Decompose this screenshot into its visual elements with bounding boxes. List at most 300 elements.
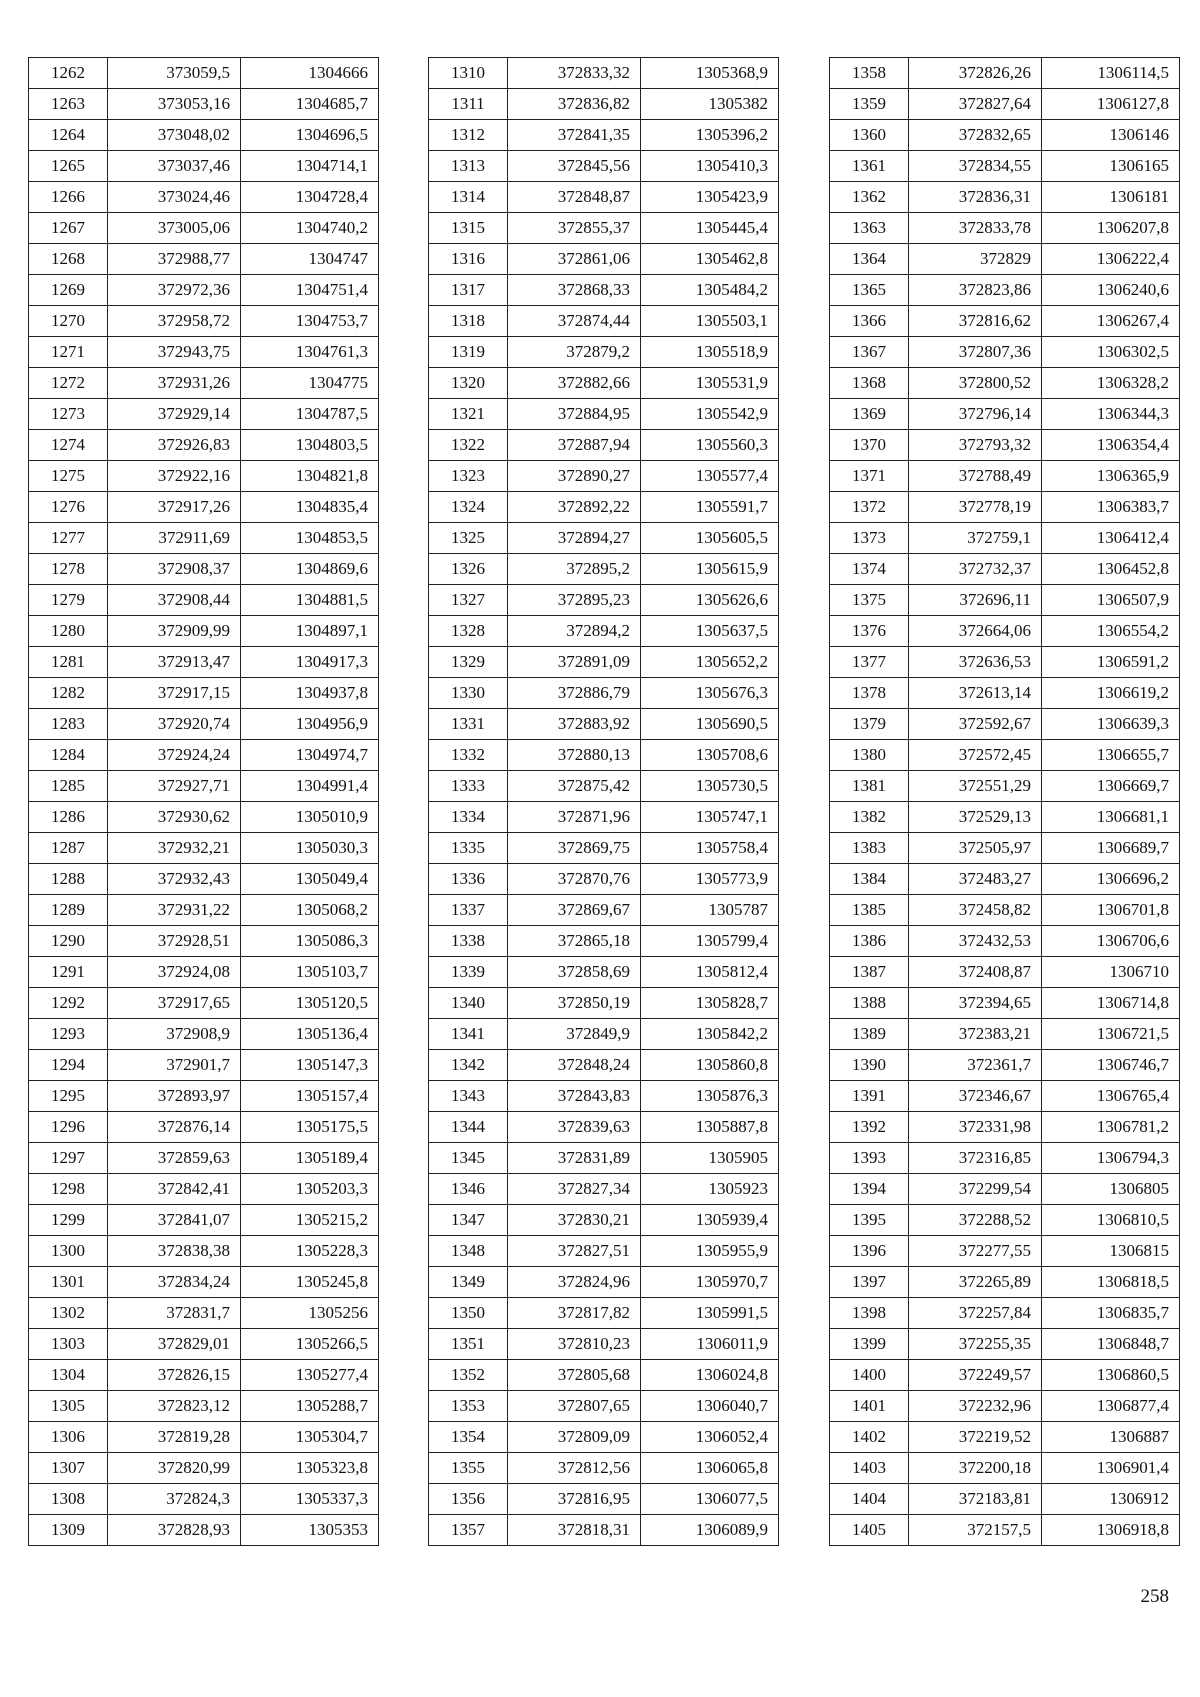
point-number-cell: 1298 <box>29 1174 108 1205</box>
point-number-cell: 1375 <box>830 585 909 616</box>
point-number-cell: 1405 <box>830 1515 909 1546</box>
table-row <box>830 709 1180 740</box>
y-coordinate-cell: 1306696,2 <box>1042 864 1180 895</box>
x-coordinate-cell: 372868,33 <box>508 275 641 306</box>
table-row <box>429 461 779 492</box>
point-number-cell: 1363 <box>830 213 909 244</box>
y-coordinate-cell: 1306918,8 <box>1042 1515 1180 1546</box>
y-coordinate-cell: 1305887,8 <box>641 1112 779 1143</box>
y-coordinate-cell: 1305323,8 <box>241 1453 379 1484</box>
point-number-cell: 1327 <box>429 585 508 616</box>
x-coordinate-cell: 372842,41 <box>108 1174 241 1205</box>
y-coordinate-cell: 1305103,7 <box>241 957 379 988</box>
table-row <box>29 1484 379 1515</box>
y-coordinate-cell: 1305215,2 <box>241 1205 379 1236</box>
y-coordinate-cell: 1306669,7 <box>1042 771 1180 802</box>
point-number-cell: 1365 <box>830 275 909 306</box>
table-row <box>29 988 379 1019</box>
y-coordinate-cell: 1304881,5 <box>241 585 379 616</box>
y-coordinate-cell: 1306721,5 <box>1042 1019 1180 1050</box>
point-number-cell: 1389 <box>830 1019 909 1050</box>
y-coordinate-cell: 1305157,4 <box>241 1081 379 1112</box>
y-coordinate-cell: 1306815 <box>1042 1236 1180 1267</box>
point-number-cell: 1268 <box>29 244 108 275</box>
table-row <box>830 585 1180 616</box>
y-coordinate-cell: 1306887 <box>1042 1422 1180 1453</box>
y-coordinate-cell: 1305773,9 <box>641 864 779 895</box>
y-coordinate-cell: 1305758,4 <box>641 833 779 864</box>
y-coordinate-cell: 1306452,8 <box>1042 554 1180 585</box>
table-row <box>830 1360 1180 1391</box>
table-row <box>29 182 379 213</box>
x-coordinate-cell: 372875,42 <box>508 771 641 802</box>
table-row <box>830 461 1180 492</box>
point-number-cell: 1306 <box>29 1422 108 1453</box>
y-coordinate-cell: 1305245,8 <box>241 1267 379 1298</box>
x-coordinate-cell: 372200,18 <box>909 1453 1042 1484</box>
x-coordinate-cell: 372826,15 <box>108 1360 241 1391</box>
y-coordinate-cell: 1305560,3 <box>641 430 779 461</box>
x-coordinate-cell: 372841,35 <box>508 120 641 151</box>
point-number-cell: 1287 <box>29 833 108 864</box>
point-number-cell: 1391 <box>830 1081 909 1112</box>
point-number-cell: 1278 <box>29 554 108 585</box>
x-coordinate-cell: 372841,07 <box>108 1205 241 1236</box>
y-coordinate-cell: 1306040,7 <box>641 1391 779 1422</box>
table-row <box>29 1391 379 1422</box>
x-coordinate-cell: 372827,64 <box>909 89 1042 120</box>
x-coordinate-cell: 372824,3 <box>108 1484 241 1515</box>
point-number-cell: 1346 <box>429 1174 508 1205</box>
point-number-cell: 1362 <box>830 182 909 213</box>
x-coordinate-cell: 372219,52 <box>909 1422 1042 1453</box>
table-row <box>830 1453 1180 1484</box>
x-coordinate-cell: 372432,53 <box>909 926 1042 957</box>
x-coordinate-cell: 372394,65 <box>909 988 1042 1019</box>
point-number-cell: 1334 <box>429 802 508 833</box>
x-coordinate-cell: 372908,9 <box>108 1019 241 1050</box>
point-number-cell: 1353 <box>429 1391 508 1422</box>
x-coordinate-cell: 372157,5 <box>909 1515 1042 1546</box>
x-coordinate-cell: 372299,54 <box>909 1174 1042 1205</box>
table-row <box>429 678 779 709</box>
y-coordinate-cell: 1305277,4 <box>241 1360 379 1391</box>
y-coordinate-cell: 1306328,2 <box>1042 368 1180 399</box>
coordinates-table-1 <box>28 57 379 1546</box>
x-coordinate-cell: 372827,34 <box>508 1174 641 1205</box>
table-row <box>29 678 379 709</box>
y-coordinate-cell: 1305970,7 <box>641 1267 779 1298</box>
y-coordinate-cell: 1306077,5 <box>641 1484 779 1515</box>
x-coordinate-cell: 372664,06 <box>909 616 1042 647</box>
table-row <box>830 771 1180 802</box>
y-coordinate-cell: 1304751,4 <box>241 275 379 306</box>
x-coordinate-cell: 372988,77 <box>108 244 241 275</box>
x-coordinate-cell: 372920,74 <box>108 709 241 740</box>
table-row <box>29 926 379 957</box>
x-coordinate-cell: 372316,85 <box>909 1143 1042 1174</box>
y-coordinate-cell: 1304747 <box>241 244 379 275</box>
table-row <box>29 771 379 802</box>
y-coordinate-cell: 1305010,9 <box>241 802 379 833</box>
x-coordinate-cell: 373053,16 <box>108 89 241 120</box>
point-number-cell: 1331 <box>429 709 508 740</box>
y-coordinate-cell: 1304775 <box>241 368 379 399</box>
point-number-cell: 1285 <box>29 771 108 802</box>
point-number-cell: 1400 <box>830 1360 909 1391</box>
table-row <box>830 1236 1180 1267</box>
x-coordinate-cell: 372869,75 <box>508 833 641 864</box>
x-coordinate-cell: 372909,99 <box>108 616 241 647</box>
point-number-cell: 1291 <box>29 957 108 988</box>
point-number-cell: 1310 <box>429 58 508 89</box>
point-number-cell: 1402 <box>830 1422 909 1453</box>
x-coordinate-cell: 372361,7 <box>909 1050 1042 1081</box>
y-coordinate-cell: 1305518,9 <box>641 337 779 368</box>
x-coordinate-cell: 372922,16 <box>108 461 241 492</box>
x-coordinate-cell: 372800,52 <box>909 368 1042 399</box>
table-row <box>29 1112 379 1143</box>
table-row <box>830 616 1180 647</box>
x-coordinate-cell: 372882,66 <box>508 368 641 399</box>
table-row <box>429 1298 779 1329</box>
y-coordinate-cell: 1306714,8 <box>1042 988 1180 1019</box>
table-row <box>29 864 379 895</box>
x-coordinate-cell: 372257,84 <box>909 1298 1042 1329</box>
y-coordinate-cell: 1306165 <box>1042 151 1180 182</box>
table-row <box>429 864 779 895</box>
table-row <box>429 647 779 678</box>
y-coordinate-cell: 1306901,4 <box>1042 1453 1180 1484</box>
table-row <box>29 740 379 771</box>
point-number-cell: 1383 <box>830 833 909 864</box>
point-number-cell: 1297 <box>29 1143 108 1174</box>
y-coordinate-cell: 1304853,5 <box>241 523 379 554</box>
x-coordinate-cell: 372858,69 <box>508 957 641 988</box>
point-number-cell: 1378 <box>830 678 909 709</box>
x-coordinate-cell: 372832,65 <box>909 120 1042 151</box>
point-number-cell: 1316 <box>429 244 508 275</box>
table-row <box>429 585 779 616</box>
table-row <box>429 1143 779 1174</box>
point-number-cell: 1366 <box>830 306 909 337</box>
y-coordinate-cell: 1306207,8 <box>1042 213 1180 244</box>
table-row <box>429 1453 779 1484</box>
x-coordinate-cell: 372830,21 <box>508 1205 641 1236</box>
table-row <box>830 833 1180 864</box>
x-coordinate-cell: 372816,62 <box>909 306 1042 337</box>
table-row <box>429 740 779 771</box>
x-coordinate-cell: 372810,23 <box>508 1329 641 1360</box>
point-number-cell: 1338 <box>429 926 508 957</box>
point-number-cell: 1372 <box>830 492 909 523</box>
point-number-cell: 1295 <box>29 1081 108 1112</box>
point-number-cell: 1318 <box>429 306 508 337</box>
point-number-cell: 1320 <box>429 368 508 399</box>
point-number-cell: 1403 <box>830 1453 909 1484</box>
x-coordinate-cell: 372887,94 <box>508 430 641 461</box>
table-row <box>29 1081 379 1112</box>
point-number-cell: 1265 <box>29 151 108 182</box>
table-row <box>830 1422 1180 1453</box>
y-coordinate-cell: 1305423,9 <box>641 182 779 213</box>
y-coordinate-cell: 1306127,8 <box>1042 89 1180 120</box>
y-coordinate-cell: 1305337,3 <box>241 1484 379 1515</box>
table-row <box>29 120 379 151</box>
y-coordinate-cell: 1306240,6 <box>1042 275 1180 306</box>
y-coordinate-cell: 1306781,2 <box>1042 1112 1180 1143</box>
table-row <box>29 1174 379 1205</box>
x-coordinate-cell: 372850,19 <box>508 988 641 1019</box>
y-coordinate-cell: 1306181 <box>1042 182 1180 213</box>
x-coordinate-cell: 372908,37 <box>108 554 241 585</box>
x-coordinate-cell: 372809,09 <box>508 1422 641 1453</box>
y-coordinate-cell: 1306591,2 <box>1042 647 1180 678</box>
x-coordinate-cell: 372827,51 <box>508 1236 641 1267</box>
x-coordinate-cell: 372331,98 <box>909 1112 1042 1143</box>
table-row <box>830 895 1180 926</box>
y-coordinate-cell: 1306701,8 <box>1042 895 1180 926</box>
point-number-cell: 1399 <box>830 1329 909 1360</box>
y-coordinate-cell: 1305939,4 <box>641 1205 779 1236</box>
table-row <box>429 833 779 864</box>
x-coordinate-cell: 372836,31 <box>909 182 1042 213</box>
table-row <box>830 1112 1180 1143</box>
table-row <box>29 1205 379 1236</box>
y-coordinate-cell: 1306848,7 <box>1042 1329 1180 1360</box>
x-coordinate-cell: 372838,38 <box>108 1236 241 1267</box>
y-coordinate-cell: 1305591,7 <box>641 492 779 523</box>
x-coordinate-cell: 372232,96 <box>909 1391 1042 1422</box>
point-number-cell: 1349 <box>429 1267 508 1298</box>
y-coordinate-cell: 1305690,5 <box>641 709 779 740</box>
table-row <box>830 554 1180 585</box>
point-number-cell: 1358 <box>830 58 909 89</box>
y-coordinate-cell: 1305189,4 <box>241 1143 379 1174</box>
y-coordinate-cell: 1306912 <box>1042 1484 1180 1515</box>
y-coordinate-cell: 1306267,4 <box>1042 306 1180 337</box>
y-coordinate-cell: 1305120,5 <box>241 988 379 1019</box>
y-coordinate-cell: 1306860,5 <box>1042 1360 1180 1391</box>
x-coordinate-cell: 372894,2 <box>508 616 641 647</box>
x-coordinate-cell: 372892,22 <box>508 492 641 523</box>
table-row <box>830 399 1180 430</box>
table-row <box>29 647 379 678</box>
y-coordinate-cell: 1305747,1 <box>641 802 779 833</box>
point-number-cell: 1379 <box>830 709 909 740</box>
y-coordinate-cell: 1304869,6 <box>241 554 379 585</box>
y-coordinate-cell: 1304974,7 <box>241 740 379 771</box>
y-coordinate-cell: 1305812,4 <box>641 957 779 988</box>
table-row <box>29 275 379 306</box>
x-coordinate-cell: 372895,23 <box>508 585 641 616</box>
x-coordinate-cell: 372346,67 <box>909 1081 1042 1112</box>
x-coordinate-cell: 372812,56 <box>508 1453 641 1484</box>
x-coordinate-cell: 372636,53 <box>909 647 1042 678</box>
y-coordinate-cell: 1305396,2 <box>641 120 779 151</box>
table-row <box>29 368 379 399</box>
y-coordinate-cell: 1305288,7 <box>241 1391 379 1422</box>
point-number-cell: 1307 <box>29 1453 108 1484</box>
table-row <box>830 1515 1180 1546</box>
point-number-cell: 1332 <box>429 740 508 771</box>
point-number-cell: 1401 <box>830 1391 909 1422</box>
table-row <box>429 616 779 647</box>
y-coordinate-cell: 1306835,7 <box>1042 1298 1180 1329</box>
point-number-cell: 1271 <box>29 337 108 368</box>
y-coordinate-cell: 1306089,9 <box>641 1515 779 1546</box>
y-coordinate-cell: 1305136,4 <box>241 1019 379 1050</box>
x-coordinate-cell: 372930,62 <box>108 802 241 833</box>
coordinates-table-2 <box>428 57 779 1546</box>
table-row <box>429 554 779 585</box>
point-number-cell: 1344 <box>429 1112 508 1143</box>
table-row <box>830 151 1180 182</box>
table-row <box>29 213 379 244</box>
table-row <box>429 58 779 89</box>
table-row <box>429 337 779 368</box>
y-coordinate-cell: 1306689,7 <box>1042 833 1180 864</box>
point-number-cell: 1374 <box>830 554 909 585</box>
x-coordinate-cell: 372884,95 <box>508 399 641 430</box>
x-coordinate-cell: 372833,78 <box>909 213 1042 244</box>
y-coordinate-cell: 1305876,3 <box>641 1081 779 1112</box>
point-number-cell: 1329 <box>429 647 508 678</box>
y-coordinate-cell: 1306052,4 <box>641 1422 779 1453</box>
page-number: 258 <box>1140 1586 1169 1607</box>
table-row <box>429 1236 779 1267</box>
table-row <box>830 120 1180 151</box>
point-number-cell: 1274 <box>29 430 108 461</box>
table-row <box>29 337 379 368</box>
point-number-cell: 1354 <box>429 1422 508 1453</box>
table-row <box>429 1081 779 1112</box>
table-row <box>830 275 1180 306</box>
point-number-cell: 1323 <box>429 461 508 492</box>
y-coordinate-cell: 1306805 <box>1042 1174 1180 1205</box>
table-row <box>429 1360 779 1391</box>
table-row <box>830 1391 1180 1422</box>
point-number-cell: 1299 <box>29 1205 108 1236</box>
x-coordinate-cell: 372833,32 <box>508 58 641 89</box>
table-row <box>29 244 379 275</box>
table-row <box>29 616 379 647</box>
table-row <box>429 430 779 461</box>
x-coordinate-cell: 372855,37 <box>508 213 641 244</box>
point-number-cell: 1345 <box>429 1143 508 1174</box>
point-number-cell: 1263 <box>29 89 108 120</box>
table-row <box>830 523 1180 554</box>
y-coordinate-cell: 1305368,9 <box>641 58 779 89</box>
x-coordinate-cell: 372859,63 <box>108 1143 241 1174</box>
table-row <box>29 461 379 492</box>
x-coordinate-cell: 372807,65 <box>508 1391 641 1422</box>
y-coordinate-cell: 1306344,3 <box>1042 399 1180 430</box>
point-number-cell: 1380 <box>830 740 909 771</box>
table-row <box>429 1174 779 1205</box>
table-row <box>429 1205 779 1236</box>
point-number-cell: 1264 <box>29 120 108 151</box>
table-row <box>429 492 779 523</box>
table-row <box>429 244 779 275</box>
table-row <box>830 89 1180 120</box>
point-number-cell: 1359 <box>830 89 909 120</box>
point-number-cell: 1304 <box>29 1360 108 1391</box>
x-coordinate-cell: 372458,82 <box>909 895 1042 926</box>
point-number-cell: 1328 <box>429 616 508 647</box>
x-coordinate-cell: 373024,46 <box>108 182 241 213</box>
x-coordinate-cell: 372924,08 <box>108 957 241 988</box>
point-number-cell: 1393 <box>830 1143 909 1174</box>
x-coordinate-cell: 372926,83 <box>108 430 241 461</box>
point-number-cell: 1350 <box>429 1298 508 1329</box>
x-coordinate-cell: 372845,56 <box>508 151 641 182</box>
table-row <box>29 430 379 461</box>
table-row <box>29 802 379 833</box>
table-row <box>29 1298 379 1329</box>
x-coordinate-cell: 372288,52 <box>909 1205 1042 1236</box>
y-coordinate-cell: 1305626,6 <box>641 585 779 616</box>
x-coordinate-cell: 372249,57 <box>909 1360 1042 1391</box>
x-coordinate-cell: 372819,28 <box>108 1422 241 1453</box>
y-coordinate-cell: 1305503,1 <box>641 306 779 337</box>
x-coordinate-cell: 372911,69 <box>108 523 241 554</box>
x-coordinate-cell: 372613,14 <box>909 678 1042 709</box>
point-number-cell: 1386 <box>830 926 909 957</box>
table-row <box>29 58 379 89</box>
table-row <box>429 1422 779 1453</box>
point-number-cell: 1303 <box>29 1329 108 1360</box>
table-row <box>830 802 1180 833</box>
y-coordinate-cell: 1305531,9 <box>641 368 779 399</box>
point-number-cell: 1272 <box>29 368 108 399</box>
table-row <box>429 926 779 957</box>
x-coordinate-cell: 372848,24 <box>508 1050 641 1081</box>
x-coordinate-cell: 372843,83 <box>508 1081 641 1112</box>
y-coordinate-cell: 1306024,8 <box>641 1360 779 1391</box>
x-coordinate-cell: 372778,19 <box>909 492 1042 523</box>
table-row <box>830 58 1180 89</box>
table-row <box>29 1453 379 1484</box>
y-coordinate-cell: 1305462,8 <box>641 244 779 275</box>
point-number-cell: 1357 <box>429 1515 508 1546</box>
point-number-cell: 1340 <box>429 988 508 1019</box>
table-row <box>29 1267 379 1298</box>
point-number-cell: 1385 <box>830 895 909 926</box>
table-row <box>429 120 779 151</box>
y-coordinate-cell: 1304897,1 <box>241 616 379 647</box>
point-number-cell: 1390 <box>830 1050 909 1081</box>
point-number-cell: 1347 <box>429 1205 508 1236</box>
table-row <box>830 1143 1180 1174</box>
table-row <box>429 1112 779 1143</box>
table-row <box>29 957 379 988</box>
point-number-cell: 1324 <box>429 492 508 523</box>
x-coordinate-cell: 372931,22 <box>108 895 241 926</box>
y-coordinate-cell: 1305860,8 <box>641 1050 779 1081</box>
table-row <box>29 1422 379 1453</box>
table-row <box>29 554 379 585</box>
table-row <box>29 399 379 430</box>
x-coordinate-cell: 372839,63 <box>508 1112 641 1143</box>
x-coordinate-cell: 372826,26 <box>909 58 1042 89</box>
table-row <box>29 1515 379 1546</box>
point-number-cell: 1356 <box>429 1484 508 1515</box>
x-coordinate-cell: 372876,14 <box>108 1112 241 1143</box>
x-coordinate-cell: 372816,95 <box>508 1484 641 1515</box>
y-coordinate-cell: 1305615,9 <box>641 554 779 585</box>
y-coordinate-cell: 1304956,9 <box>241 709 379 740</box>
